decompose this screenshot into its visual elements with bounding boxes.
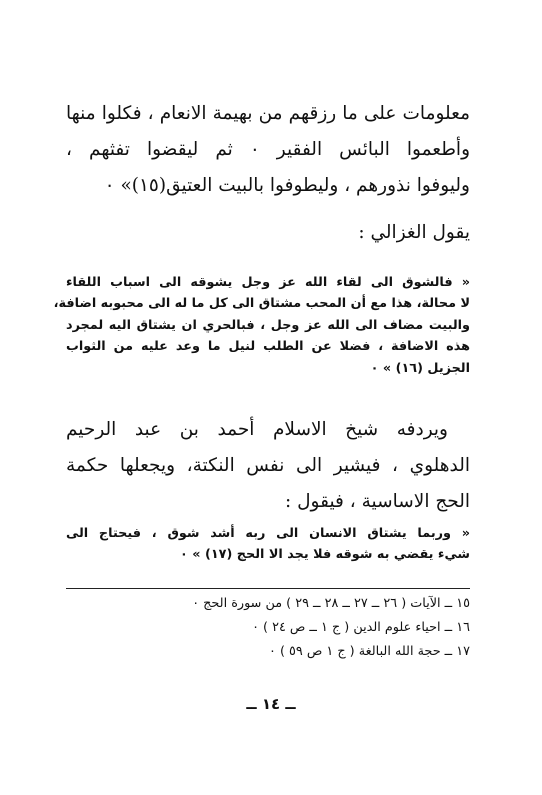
quote-line: شيء يقضي به شوقه فلا يجد الا الحج (١٧) » ٠ xyxy=(180,547,470,563)
paragraph-dehlawi xyxy=(66,412,470,520)
quote-line: الجزيل (١٦) » ٠ xyxy=(370,360,470,376)
quote-line: « فالشوق الى لقاء الله عز وجل يشوقه الى اسباب اللقاء xyxy=(66,275,470,290)
text-line: الدهلوي ، فيشير الى نفس النكتة، ويجعلها حكمة xyxy=(66,455,470,476)
quote-dehlawi xyxy=(66,523,470,566)
paragraph-quran-verse xyxy=(66,96,470,204)
footnote-divider xyxy=(66,588,470,589)
footnotes xyxy=(66,592,470,664)
text-line: معلومات على ما رزقهم من بهيمة الانعام ، فكلوا منها xyxy=(66,103,470,124)
footnote: ١٦ ــ احياء علوم الدين ( ج ١ ــ ص ٢٤ ) ٠ xyxy=(252,620,470,635)
quote-line: والبيت مضاف الى الله عز وجل ، فبالحري ان يشتاق اليه لمجرد xyxy=(66,317,470,333)
text-line: وليوفوا نذورهم ، وليطوفوا بالبيت العتيق(١٥)» ٠ xyxy=(104,175,470,196)
section-heading: يقول الغزالي : xyxy=(358,222,470,243)
page-number: ــ ١٤ ــ xyxy=(246,695,296,713)
quote-ghazali xyxy=(53,272,470,379)
text-line: وأطعموا البائس الفقير ٠ ثم ليقضوا تفثهم ، xyxy=(66,139,470,160)
text-line: ويردفه شيخ الاسلام أحمد بن عبد الرحيم xyxy=(66,419,448,440)
footnote: ١٥ ــ الآيات ( ٢٦ ــ ٢٧ ــ ٢٨ ــ ٢٩ ) من سورة الحج ٠ xyxy=(192,596,470,611)
quote-line: لا محالة، هذا مع أن المحب مشتاق الى كل ما له الى محبوبه اضافة، xyxy=(53,296,470,312)
text-line: الحج الاساسية ، فيقول : xyxy=(285,491,470,512)
footnote: ١٧ ــ حجة الله البالغة ( ج ١ ص ٥٩ ) ٠ xyxy=(269,644,470,659)
quote-line: « وربما يشتاق الانسان الى ربه أشد شوق ، فيحتاج الى xyxy=(66,526,470,541)
quote-line: هذه الاضافة ، فضلا عن الطلب لنيل ما وعد عليه من الثواب xyxy=(66,339,470,355)
